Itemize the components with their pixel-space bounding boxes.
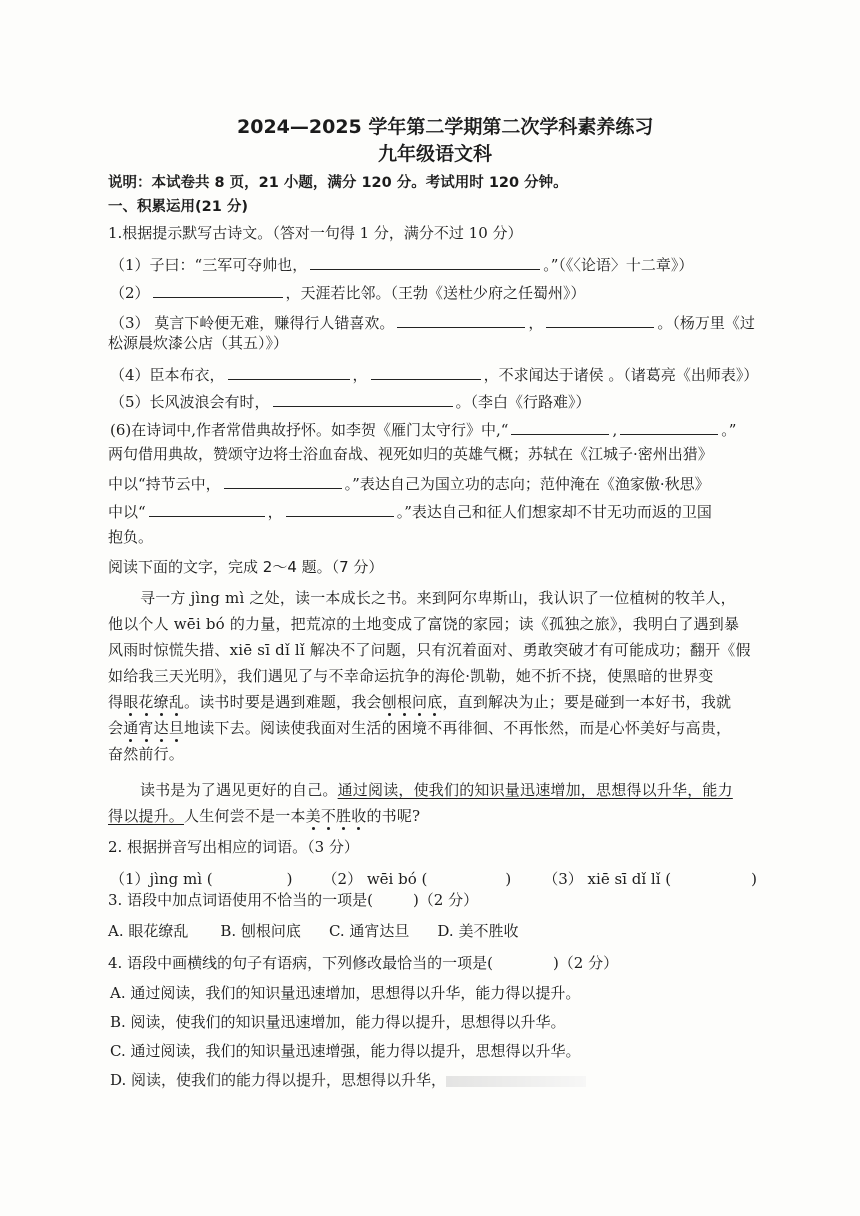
answer-blank[interactable] [149, 503, 265, 517]
answer-blank[interactable] [224, 475, 342, 489]
passage-line-7: 奋然前行。 [108, 745, 185, 763]
q3-options [108, 924, 518, 939]
q1-item-6-line4: 中以“ ， 。”表达自己和征人们想家却不甘无功而返的卫国 [108, 503, 712, 521]
q1-item-6-line2: 两句借用典故，赞颂守边将士浴血奋战、视死如归的英雄气概；苏轼在《江城子·密州出猎》 [108, 445, 713, 463]
q1-item-3-cont: 松源晨炊漆公店（其五）》） [108, 334, 289, 352]
q3-option-d[interactable]: D. 美不胜收 [437, 922, 519, 940]
answer-blank[interactable] [153, 284, 283, 298]
q4-option-a[interactable]: A. 通过阅读，我们的知识量迅速增加，思想得以升华，能力得以提升。 [110, 984, 581, 1002]
passage-para2-line1: 读书是为了遇见更好的自己。通过阅读，使我们的知识量迅速增加，思想得以升华，能力 [140, 781, 733, 799]
q1-item-5: （5）长风波浪会有时， 。（李白《行路难》） [110, 393, 591, 411]
underlined-sentence: 通过阅读，使我们的知识量迅速增加，思想得以升华，能力 [337, 781, 733, 799]
answer-blank[interactable] [546, 314, 654, 328]
blurred-text-area [446, 1076, 586, 1087]
q1-item-1: （1）子曰：“三军可夺帅也， 。”（《〈论语〉十二章》） [110, 256, 694, 274]
answer-blank[interactable] [310, 256, 540, 270]
section-heading: 一、积累运用(21 分) [108, 199, 248, 215]
q1-stem: 1.根据提示默写古诗文。（答对一句得 1 分，满分不过 10 分） [108, 224, 523, 242]
underlined-sentence-end: 得以提升。 [108, 807, 185, 825]
dotted-word-3: 通宵达旦 [123, 719, 185, 737]
answer-blank[interactable] [286, 503, 394, 517]
q1-item-2: （2） ，天涯若比邻。（王勃《送杜少府之任蜀州》） [110, 284, 586, 302]
exam-title: 2024—2025 学年第二学期第二次学科素养练习 [237, 116, 654, 138]
reading-instruction: 阅读下面的文字，完成 2～4 题。（7 分） [108, 558, 384, 576]
passage-line-6: 会通宵达旦地读下去。阅读使我面对生活的困境不再徘徊、不再怅然，而是心怀美好与高贵， [108, 719, 732, 737]
q2-answers: （1）jìng mì ( ) （2） wēi bó ( ) （3） xiē sī dǐ lǐ ( ) [110, 870, 757, 888]
dotted-word-4: 美不胜收 [305, 807, 367, 825]
answer-blank[interactable] [620, 421, 718, 435]
answer-blank[interactable] [511, 421, 609, 435]
q4-stem: 4. 语段中画横线的句子有语病，下列修改最恰当的一项是( )（2 分） [108, 954, 619, 972]
passage-line-4: 如给我三天光明》，我们遇见了与不幸命运抗争的海伦·凯勒，她不折不挠，使黑暗的世界变 [108, 667, 714, 685]
passage-line-5: 得眼花缭乱。读书时要是遇到难题，我会刨根问底，直到解决为止；要是碰到一本好书，我就 [108, 693, 732, 711]
q3-option-a[interactable]: A. 眼花缭乱 [108, 922, 189, 940]
q1-item-6-line5: 抱负。 [108, 528, 154, 546]
q1-item-6-line3: 中以“持节云中， 。”表达自己为国立功的志向；范仲淹在《渔家傲·秋思》 [108, 475, 710, 493]
q1-item-6: (6)在诗词中,作者常借典故抒怀。如李贺《雁门太守行》中,“ , 。” [110, 421, 737, 439]
passage-line-3: 风雨时惊慌失措、xiē sī dǐ lǐ 解决不了问题，只有沉着面对、勇敢突破才有可能成功；翻开《假 [108, 641, 751, 659]
q4-option-c[interactable]: C. 通过阅读，我们的知识量迅速增强，能力得以提升，思想得以升华。 [110, 1042, 581, 1060]
answer-blank[interactable] [371, 366, 481, 380]
dotted-word-2: 刨根问底 [381, 693, 443, 711]
exam-subtitle: 九年级语文科 [378, 143, 493, 165]
q3-stem: 3. 语段中加点词语使用不恰当的一项是( )（2 分） [108, 891, 479, 909]
q3-option-b[interactable]: B. 刨根问底 [220, 922, 301, 940]
passage-para2-line2: 得以提升。人生何尝不是一本美不胜收的书呢? [108, 807, 421, 825]
dotted-word-1: 眼花缭乱 [123, 693, 185, 711]
passage-line-2: 他以个人 wēi bó 的力量，把荒凉的土地变成了富饶的家园；读《孤独之旅》，我明白了遇到暴 [108, 615, 740, 633]
q2-stem: 2. 根据拼音写出相应的词语。（3 分） [108, 838, 359, 856]
q3-option-c[interactable]: C. 通宵达旦 [328, 922, 410, 940]
exam-note: 说明：本试卷共 8 页，21 小题，满分 120 分。考试用时 120 分钟。 [108, 175, 568, 191]
q1-item-3: （3） 莫言下岭便无难，赚得行人错喜欢。 ， 。（杨万里《过 [110, 314, 755, 332]
passage-line-1: 寻一方 jìng mì 之处，读一本成长之书。来到阿尔卑斯山，我认识了一位植树的牧羊人， [140, 589, 736, 607]
q4-option-d[interactable]: D. 阅读，使我们的能力得以提升，思想得以升华， [110, 1073, 586, 1088]
answer-blank[interactable] [228, 366, 350, 380]
q1-item-4: （4）臣本布衣， ， ，不求闻达于诸侯 。（诸葛亮《出师表》） [110, 366, 759, 384]
answer-blank[interactable] [273, 393, 453, 407]
answer-blank[interactable] [397, 314, 525, 328]
q4-option-b[interactable]: B. 阅读，使我们的知识量迅速增加，能力得以提升，思想得以升华。 [110, 1013, 566, 1031]
